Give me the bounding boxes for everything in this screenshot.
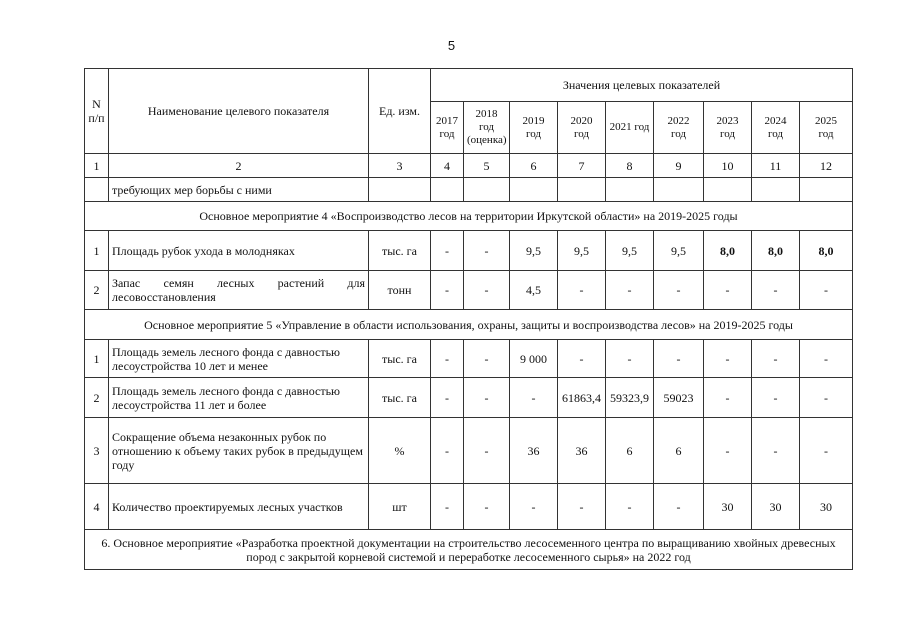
value-cell: 61863,4 (558, 378, 606, 418)
year-2019: 2019 год (510, 102, 558, 154)
value-cell: - (431, 340, 464, 378)
value-cell: - (800, 340, 853, 378)
value-cell: 4,5 (510, 271, 558, 310)
row-num: 4 (85, 484, 109, 530)
cell-empty (369, 178, 431, 202)
cell-empty (800, 178, 853, 202)
year-2017: 2017 год (431, 102, 464, 154)
cell-empty (654, 178, 704, 202)
column-number: 2 (109, 154, 369, 178)
column-number: 12 (800, 154, 853, 178)
value-cell: - (606, 484, 654, 530)
value-cell: - (800, 378, 853, 418)
indicator-name: требующих мер борьбы с ними (109, 178, 369, 202)
section-title-row (85, 530, 853, 570)
unit-cell: тыс. га (369, 231, 431, 271)
table-row (85, 340, 853, 378)
unit-cell: шт (369, 484, 431, 530)
value-cell: - (654, 340, 704, 378)
value-cell: 9,5 (510, 231, 558, 271)
value-cell: - (704, 271, 752, 310)
unit-cell: % (369, 418, 431, 484)
table-row (85, 378, 853, 418)
column-numbers-row (85, 154, 853, 178)
value-cell: 36 (510, 418, 558, 484)
row-num: 1 (85, 340, 109, 378)
value-cell: 30 (752, 484, 800, 530)
value-cell: - (431, 231, 464, 271)
value-cell: - (431, 271, 464, 310)
cell-empty (606, 178, 654, 202)
indicator-name: Площадь земель лесного фонда с давностью лесоустройства 10 лет и менее (109, 340, 369, 378)
value-cell: - (704, 340, 752, 378)
value-cell: 30 (704, 484, 752, 530)
value-cell: - (464, 484, 510, 530)
header-unit: Ед. изм. (369, 69, 431, 154)
table-row (85, 418, 853, 484)
column-number: 10 (704, 154, 752, 178)
cell-empty (431, 178, 464, 202)
year-2024: 2024 год (752, 102, 800, 154)
year-2021: 2021 год (606, 102, 654, 154)
column-number: 6 (510, 154, 558, 178)
value-cell: - (431, 418, 464, 484)
value-cell: - (752, 271, 800, 310)
cell-empty (464, 178, 510, 202)
row-num: 3 (85, 418, 109, 484)
unit-cell: тонн (369, 271, 431, 310)
section-title-row (85, 202, 853, 231)
year-2018: 2018 год (оценка) (464, 102, 510, 154)
column-number: 9 (654, 154, 704, 178)
column-number: 7 (558, 154, 606, 178)
year-2022: 2022 год (654, 102, 704, 154)
indicator-name: Количество проектируемых лесных участков (109, 484, 369, 530)
column-number: 1 (85, 154, 109, 178)
cell-empty (752, 178, 800, 202)
table-row (85, 484, 853, 530)
page-number: 5 (447, 38, 456, 53)
row-num: 2 (85, 378, 109, 418)
value-cell: - (800, 418, 853, 484)
value-cell: - (510, 378, 558, 418)
column-number: 11 (752, 154, 800, 178)
value-cell: - (654, 271, 704, 310)
year-2025: 2025 год (800, 102, 853, 154)
year-2020: 2020 год (558, 102, 606, 154)
value-cell: 59323,9 (606, 378, 654, 418)
value-cell: - (752, 378, 800, 418)
target-indicators-table (84, 68, 853, 570)
value-cell: 9 000 (510, 340, 558, 378)
value-cell: 8,0 (704, 231, 752, 271)
value-cell: 9,5 (654, 231, 704, 271)
row-num: 1 (85, 231, 109, 271)
section-6-title: 6. Основное мероприятие «Разработка проектной документации на строительство лесосеменного центра по выращиванию хвойных древесных пород с закрытой корневой системой и переработке лесосеменного сырья» на 2022 год (85, 530, 853, 570)
row-num: 2 (85, 271, 109, 310)
value-cell: - (654, 484, 704, 530)
value-cell: 8,0 (800, 231, 853, 271)
table-row (85, 231, 853, 271)
section-4-title: Основное мероприятие 4 «Воспроизводство лесов на территории Иркутской области» на 2019-2025 годы (85, 202, 853, 231)
indicator-name: Площадь земель лесного фонда с давностью лесоустройства 11 лет и более (109, 378, 369, 418)
cell-empty (85, 178, 109, 202)
value-cell: - (752, 340, 800, 378)
column-number: 4 (431, 154, 464, 178)
indicator-name: Сокращение объема незаконных рубок по отношению к объему таких рубок в предыдущем году (109, 418, 369, 484)
cell-empty (558, 178, 606, 202)
column-number: 5 (464, 154, 510, 178)
value-cell: - (431, 378, 464, 418)
section-5-title: Основное мероприятие 5 «Управление в области использования, охраны, защиты и воспроизводства лесов» на 2019-2025 годы (85, 310, 853, 340)
cell-empty (510, 178, 558, 202)
value-cell: - (464, 418, 510, 484)
header-name: Наименование целевого показателя (109, 69, 369, 154)
section-title-row (85, 310, 853, 340)
value-cell: - (558, 271, 606, 310)
value-cell: 6 (606, 418, 654, 484)
value-cell: - (464, 378, 510, 418)
header-num: N п/п (85, 69, 109, 154)
cell-empty (704, 178, 752, 202)
value-cell: - (510, 484, 558, 530)
value-cell: - (606, 271, 654, 310)
value-cell: - (752, 418, 800, 484)
value-cell: 9,5 (558, 231, 606, 271)
value-cell: 30 (800, 484, 853, 530)
value-cell: - (800, 271, 853, 310)
indicator-name: Площадь рубок ухода в молодняках (109, 231, 369, 271)
value-cell: - (431, 484, 464, 530)
value-cell: 8,0 (752, 231, 800, 271)
value-cell: - (704, 418, 752, 484)
value-cell: 59023 (654, 378, 704, 418)
header-group: Значения целевых показателей (431, 69, 853, 102)
indicator-name: Запас семян лесных растений для лесовосстановления (109, 271, 369, 310)
column-number: 3 (369, 154, 431, 178)
value-cell: - (558, 340, 606, 378)
unit-cell: тыс. га (369, 340, 431, 378)
value-cell: - (464, 340, 510, 378)
value-cell: 36 (558, 418, 606, 484)
column-number: 8 (606, 154, 654, 178)
value-cell: - (464, 271, 510, 310)
year-2023: 2023 год (704, 102, 752, 154)
value-cell: 6 (654, 418, 704, 484)
continuation-row (85, 178, 853, 202)
value-cell: - (606, 340, 654, 378)
table-row (85, 271, 853, 310)
unit-cell: тыс. га (369, 378, 431, 418)
value-cell: - (558, 484, 606, 530)
value-cell: 9,5 (606, 231, 654, 271)
header-row (85, 69, 853, 102)
value-cell: - (704, 378, 752, 418)
value-cell: - (464, 231, 510, 271)
